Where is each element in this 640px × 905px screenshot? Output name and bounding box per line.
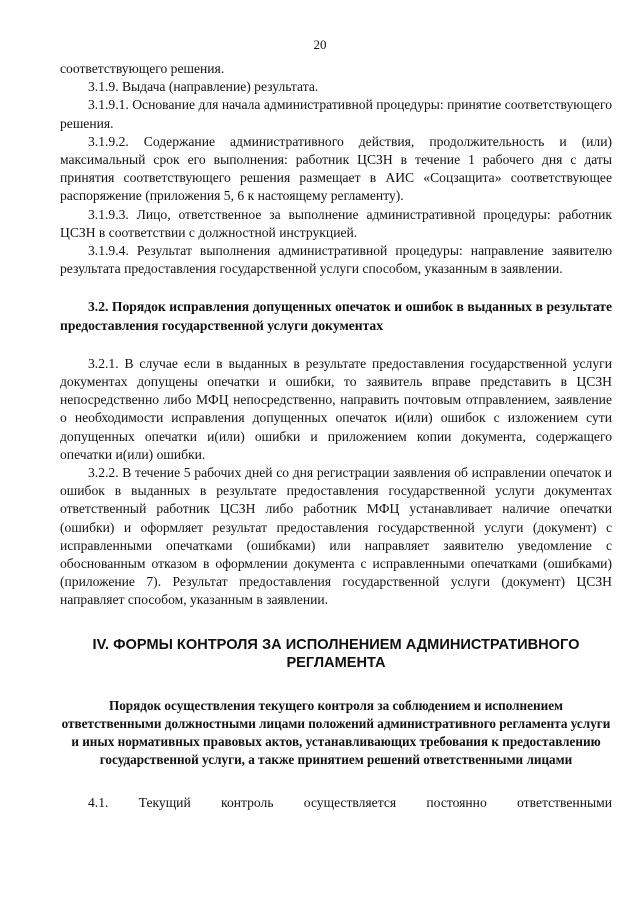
paragraph-3-1-9-2: 3.1.9.2. Содержание административного действия, продолжительность и (или) максимальный срок его выполнения: работник ЦСЗН в течение 1 рабочего дня с даты принятия соответствующего решения размещает в АИС «Соцзащита» соответствующее распоряжение (приложения 5, 6 к настоящему регламенту). — [60, 133, 612, 204]
paragraph-4-1: 4.1. Текущий контроль осуществляется постоянно ответственными — [88, 794, 612, 810]
paragraph-continuation: соответствующего решения. — [60, 61, 225, 76]
paragraph-3-1-9: 3.1.9. Выдача (направление) результата. — [88, 79, 319, 95]
paragraph-3-2-2: 3.2.2. В течение 5 рабочих дней со дня регистрации заявления об исправлении опечаток и ошибок в выданных в результате предоставления государственной услуги документах ответственный работник ЦСЗН либо работник МФЦ устанавливает наличие опечатки (ошибки) и оформляет результат предоставления государственной услуги (документ) с исправленными опечатками (ошибками) или направляет заявителю уведомление с обоснованным отказом в оформлении документа с исправленными опечатками (ошибками) (приложение 7). Результат предоставления государственной услуги (документ) ЦСЗН направляет способом, указанным в заявлении. — [60, 465, 612, 608]
paragraph-3-1-9-3: 3.1.9.3. Лицо, ответственное за выполнение административной процедуры: работник ЦСЗН в соответствии с должностной инструкцией. — [60, 206, 612, 240]
paragraph-3-1-9-4: 3.1.9.4. Результат выполнения административной процедуры: направление заявителю результата предоставления государственной услуги способом, указанным в заявлении. — [60, 243, 612, 277]
paragraph-3-1-9-1: 3.1.9.1. Основание для начала административной процедуры: принятие соответствующего решения. — [60, 97, 612, 131]
subsection-heading: Порядок осуществления текущего контроля за соблюдением и исполнением ответственными должностными лицами положений административного регламента услуги и иных нормативных правовых актов, устанавливающих требования к предоставлению государственной услуги, а также принятием решений ответственными лицами — [61, 697, 611, 768]
page-number: 20 — [313, 37, 327, 52]
document-body — [60, 60, 612, 812]
section-3-2-heading: 3.2. Порядок исправления допущенных опечаток и ошибок в выданных в результате предоставления государственной услуги документах — [60, 299, 612, 333]
paragraph-3-2-1: 3.2.1. В случае если в выданных в результате предоставления государственной услуги документах допущены опечатки и ошибки, то заявитель вправе представить в ЦСЗН непосредственно либо МФЦ непосредственно, направить почтовым отправлением, заявление о необходимости исправления допущенных опечаток и(или) ошибок с изложением сути допущенных опечатки и(или) ошибки и приложением копии документа, содержащего опечатки и(или) ошибки. — [60, 355, 612, 462]
section-4-heading: IV. ФОРМЫ КОНТРОЛЯ ЗА ИСПОЛНЕНИЕМ АДМИНИСТРАТИВНОГО РЕГЛАМЕНТА — [92, 636, 580, 672]
